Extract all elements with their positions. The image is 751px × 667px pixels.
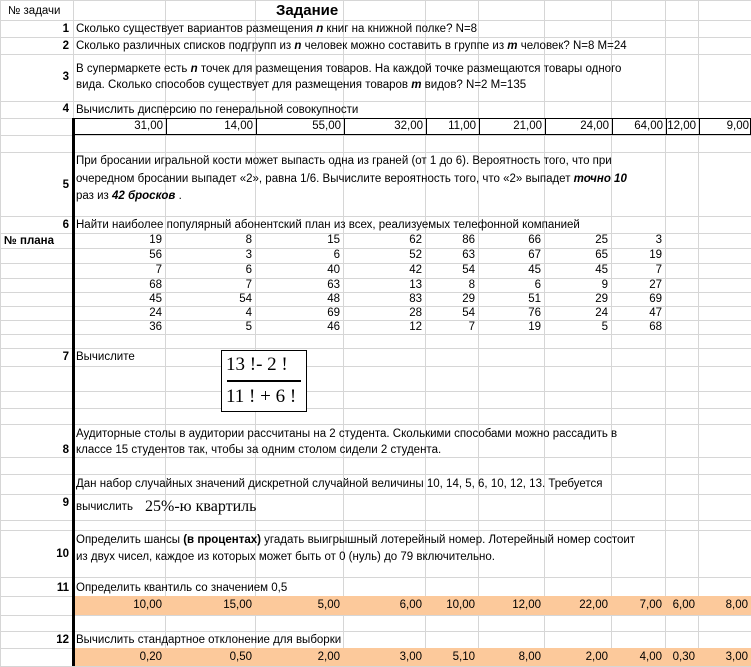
plan-table-cell: 56 <box>149 249 162 261</box>
grid-row-line <box>0 135 751 136</box>
task-text-line: из двух чисел, каждое из которых может быть от 0 (нуль) до 79 включительно. <box>76 551 495 563</box>
plan-table-cell: 5 <box>245 321 252 333</box>
grid-row-line <box>0 54 751 55</box>
grid-row-line <box>0 391 751 392</box>
task-number: 10 <box>56 548 69 560</box>
grid-row-line <box>0 216 751 217</box>
task12-value-cell: 0,20 <box>139 651 162 663</box>
task12-value-cell: 2,00 <box>585 651 608 663</box>
plan-table-cell: 68 <box>149 279 162 291</box>
grid-column-line <box>665 0 666 666</box>
grid-row-line <box>0 366 751 367</box>
task11-value-cell: 10,00 <box>133 599 162 611</box>
task-text-part: угадать выигрышный лотерейный номер. Лотерейный номер состоит <box>260 534 636 546</box>
plan-table-cell: 51 <box>528 293 541 305</box>
grid-row-line <box>0 530 751 531</box>
plan-table-cell: 66 <box>528 234 541 246</box>
task-number: 12 <box>56 634 69 646</box>
plan-table-cell: 29 <box>595 293 608 305</box>
task12-value-cell: 5,10 <box>452 651 475 663</box>
plan-table-cell: 62 <box>409 234 422 246</box>
var-n: n <box>190 63 198 75</box>
task12-value-cell: 3,00 <box>725 651 748 663</box>
task11-value-cell: 6,00 <box>672 599 695 611</box>
plan-table-cell: 6 <box>333 249 340 261</box>
task4-value-cell: 32,00 <box>394 120 423 132</box>
plan-table-cell: 15 <box>327 234 340 246</box>
plan-table-cell: 46 <box>327 321 340 333</box>
task-text-part: книг на книжной полке? N=8 <box>323 23 478 35</box>
task11-value-cell: 5,00 <box>317 599 340 611</box>
plan-table-cell: 25 <box>595 234 608 246</box>
task-text-part: Сколько существует вариантов размещения <box>76 23 317 35</box>
task-text-part: видов? N=2 M=135 <box>421 79 527 91</box>
grid-row-line <box>0 615 751 616</box>
grid-column-line <box>0 0 1 666</box>
task4-value-cell: 31,00 <box>134 120 163 132</box>
task-text-line: При бросании игральной кости может выпасть одна из граней (от 1 до 6). Вероятность того, что при <box>76 155 612 167</box>
plan-table-cell: 4 <box>245 307 252 319</box>
formula-denominator: 11 ! + 6 ! <box>226 386 297 407</box>
grid-row-line <box>0 424 751 425</box>
content-left-border <box>72 118 75 666</box>
task-text-line: Дан набор случайных значений дискретной случайной величины 10, 14, 5, 6, 10, 12, 13. Требуется <box>76 478 603 490</box>
task4-value-cell: 14,00 <box>224 120 253 132</box>
task-text-part: очередном бросании выпадет «2», равна 1/6. Вычислите вероятность того, что «2» выпадет <box>76 173 574 185</box>
plan-table-cell: 65 <box>595 249 608 261</box>
task-text-line <box>76 78 526 92</box>
task-text-part: Определить шансы <box>76 534 184 546</box>
task-text-part: человек? N=8 M=24 <box>517 40 627 52</box>
emphasis: 42 бросков <box>112 190 176 202</box>
plan-table-cell: 45 <box>528 264 541 276</box>
task4-value-cell: 12,00 <box>667 120 696 132</box>
plan-table-cell: 45 <box>595 264 608 276</box>
formula-numerator: 13 !- 2 ! <box>226 354 288 375</box>
plan-table-cell: 19 <box>528 321 541 333</box>
task-text-line: вычислить <box>76 501 133 513</box>
plan-table-cell: 19 <box>649 249 662 261</box>
plan-table-cell: 42 <box>409 264 422 276</box>
task-text: Определить квантиль со значением 0,5 <box>76 582 288 594</box>
plan-table-cell: 48 <box>327 293 340 305</box>
grid-row-line <box>0 631 751 632</box>
plan-table-cell: 27 <box>649 279 662 291</box>
plan-table-cell: 36 <box>149 321 162 333</box>
plan-table-cell: 24 <box>595 307 608 319</box>
task11-value-cell: 6,00 <box>399 599 422 611</box>
task-text-part: человек можно составить в группе из <box>301 40 508 52</box>
plan-table-cell: 9 <box>601 279 608 291</box>
task4-value-cell: 55,00 <box>312 120 341 132</box>
header-task-number: № задачи <box>8 5 61 17</box>
task4-value-cell: 11,00 <box>448 120 476 132</box>
plan-table-cell: 5 <box>601 321 608 333</box>
task-text-part: точек для размещения товаров. На каждой точке размещаются товары одного <box>197 63 622 75</box>
plan-table-cell: 63 <box>462 249 475 261</box>
task-number: 6 <box>62 219 69 231</box>
task-text-part: Сколько различных списков подгрупп из <box>76 40 295 52</box>
plan-table-cell: 6 <box>534 279 541 291</box>
factorial-formula <box>221 350 307 412</box>
plan-table-cell: 45 <box>149 293 162 305</box>
plan-table-cell: 54 <box>462 264 475 276</box>
task11-value-cell: 8,00 <box>725 599 748 611</box>
task4-value-cell: 24,00 <box>580 120 609 132</box>
var-n: n <box>294 40 302 52</box>
plan-table-cell: 29 <box>462 293 475 305</box>
plan-table-cell: 47 <box>649 307 662 319</box>
grid-row-line <box>0 474 751 475</box>
plan-table-cell: 54 <box>239 293 252 305</box>
plan-table-cell: 68 <box>649 321 662 333</box>
grid-row-line <box>0 348 751 349</box>
task-text <box>76 39 627 53</box>
task4-value-cell: 21,00 <box>513 120 542 132</box>
task4-value-cell: 64,00 <box>634 120 663 132</box>
plan-table-cell: 19 <box>149 234 162 246</box>
emphasis: (в процентах) <box>183 534 261 546</box>
grid-row-line <box>0 494 751 495</box>
grid-row-line <box>0 20 751 21</box>
task12-value-cell: 2,00 <box>317 651 340 663</box>
task-number: 1 <box>62 23 69 35</box>
plan-table-cell: 13 <box>409 279 422 291</box>
plan-table-cell: 7 <box>655 264 662 276</box>
plan-table-cell: 12 <box>409 321 422 333</box>
task-number: 5 <box>62 179 69 191</box>
task-number: 8 <box>62 444 69 456</box>
task11-value-cell: 22,00 <box>579 599 608 611</box>
plan-table-cell: 63 <box>327 279 340 291</box>
task-number: 11 <box>56 582 69 594</box>
task11-value-cell: 12,00 <box>512 599 541 611</box>
plan-table-cell: 6 <box>245 264 252 276</box>
plan-label: № плана <box>4 235 55 247</box>
task-text-line: Аудиторные столы в аудитории рассчитаны на 2 студента. Сколькими способами можно рассадить в <box>76 428 618 440</box>
plan-table-cell: 52 <box>409 249 422 261</box>
task4-values-row <box>74 118 751 135</box>
task-text: Вычислить дисперсию по генеральной совокупности <box>76 104 359 116</box>
grid-row-line <box>0 101 751 102</box>
grid-row-line <box>0 577 751 578</box>
grid-row-line <box>0 334 751 335</box>
plan-table-cell: 7 <box>468 321 475 333</box>
task-text <box>76 22 477 36</box>
task-text: Найти наиболее популярный абонентский план из всех, реализуемых телефонной компанией <box>76 219 580 231</box>
task-text: Вычислите <box>76 351 135 363</box>
task-number: 2 <box>62 40 69 52</box>
task11-value-cell: 10,00 <box>446 599 475 611</box>
plan-table-cell: 69 <box>649 293 662 305</box>
task-number: 3 <box>62 71 69 83</box>
task-text-line <box>76 189 182 203</box>
task12-value-cell: 0,50 <box>229 651 252 663</box>
plan-table-cell: 28 <box>409 307 422 319</box>
task-text-part: В супермаркете есть <box>76 63 191 75</box>
task-number: 9 <box>62 497 69 509</box>
task-text-line: классе 15 студентов так, чтобы за одним столом сидели 2 студента. <box>76 444 442 456</box>
fraction-bar <box>227 380 301 382</box>
plan-table-cell: 76 <box>528 307 541 319</box>
plan-table-cell: 8 <box>468 279 475 291</box>
grid-row-line <box>0 152 751 153</box>
task-text: Вычислить стандартное отклонение для выборки <box>76 634 342 646</box>
plan-table-cell: 7 <box>155 264 162 276</box>
plan-table-cell: 86 <box>462 234 475 246</box>
task12-value-cell: 3,00 <box>399 651 422 663</box>
var-n: n <box>316 23 324 35</box>
plan-table-cell: 54 <box>462 307 475 319</box>
plan-table-cell: 67 <box>528 249 541 261</box>
task-text-part: . <box>175 190 182 202</box>
page-title: Задание <box>276 2 339 19</box>
plan-table-cell: 3 <box>655 234 662 246</box>
plan-table-cell: 8 <box>245 234 252 246</box>
task12-value-cell: 0,30 <box>672 651 695 663</box>
task-text-line <box>76 533 635 547</box>
task12-value-cell: 8,00 <box>518 651 541 663</box>
plan-table-cell: 83 <box>409 293 422 305</box>
grid-row-line <box>0 37 751 38</box>
grid-row-line <box>0 457 751 458</box>
var-m: m <box>411 79 422 91</box>
task4-value-cell: 9,00 <box>726 120 749 132</box>
plan-table-cell: 69 <box>327 307 340 319</box>
var-m: m <box>507 40 518 52</box>
task-number: 4 <box>62 103 69 115</box>
plan-table-cell: 7 <box>245 279 252 291</box>
grid-row-line <box>0 408 751 409</box>
plan-table-cell: 40 <box>327 264 340 276</box>
task-text-line <box>76 172 627 186</box>
plan-table-cell: 3 <box>245 249 252 261</box>
quartile-highlight-text: 25%-ю квартиль <box>145 498 257 515</box>
task-text-part: вида. Сколько способов существует для размещения товаров <box>76 79 412 91</box>
task-text-part: раз из <box>76 190 113 202</box>
task11-value-cell: 7,00 <box>639 599 662 611</box>
task11-value-cell: 15,00 <box>223 599 252 611</box>
grid-column-line <box>698 0 699 666</box>
emphasis: точно 10 <box>573 173 627 185</box>
plan-table-cell: 24 <box>149 307 162 319</box>
grid-row-line <box>0 0 751 1</box>
task-text-line <box>76 62 621 76</box>
task12-value-cell: 4,00 <box>639 651 662 663</box>
task-number: 7 <box>62 351 69 363</box>
grid-row-line <box>0 520 751 521</box>
